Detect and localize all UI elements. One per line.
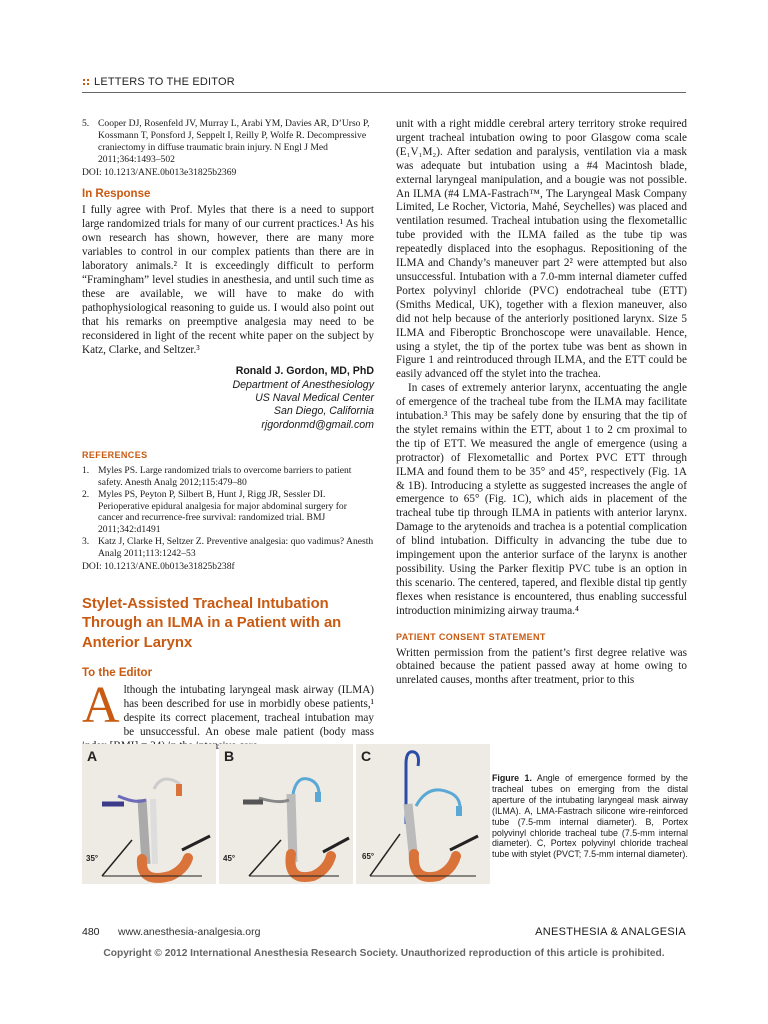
reference-list — [82, 465, 374, 560]
author-city: San Diego, California — [273, 405, 374, 418]
author-department: Department of Anesthesiology — [232, 378, 374, 391]
reference-text: Cooper DJ, Rosenfeld JV, Murray L, Arabi YM, Davies AR, D’Urso P, Kossmann T, Ponsford J, Seppelt I, Reilly P, Wolfe R. Decompressive craniectomy in diffuse traumatic brain injury. N Engl J Med 2011;364:1493–502 — [98, 118, 370, 165]
reference-text: Katz J, Clarke H, Seltzer Z. Preventive analgesia: quo vadimus? Anesth Analg 2011;113:1242–53 — [98, 536, 374, 560]
consent-heading: PATIENT CONSENT STATEMENT — [396, 631, 546, 642]
figure-caption-text: Angle of emergence formed by the tracheal tubes on emerging from the distal aperture of the intubating laryngeal mask airway (ILMA). A, LMA-Fastrach silicone wire-reinforced tube (7.5-mm internal diameter). B, Portex polyvinyl chloride tracheal tube (7.5-mm internal diameter). C, Portex polyvinyl chloride tracheal tube with stylet (PVCT; 7.5-mm internal diameter). — [492, 773, 688, 860]
reference-text: Myles PS, Peyton P, Silbert B, Hunt J, Rigg JR, Sessler DI. Perioperative epidural analgesia for major abdominal surgery for cancer and recurrence-free survival: randomized trial. BMJ 2011;342:d1491 — [98, 488, 347, 536]
ilma-tube-illustration — [219, 744, 353, 884]
header-rule — [82, 92, 686, 93]
references-heading: REFERENCES — [82, 449, 148, 460]
figure-panel-c — [356, 744, 490, 884]
panel-label: C — [361, 748, 372, 764]
author-name: Ronald J. Gordon, MD, PhD — [235, 365, 374, 378]
article-title: Stylet-Assisted Tracheal Intubation Through an ILMA in a Patient with an Anterior Larynx — [82, 595, 342, 651]
panel-label: A — [87, 748, 98, 764]
reference-number: 1. — [82, 464, 90, 476]
author-institution: US Naval Medical Center — [255, 392, 374, 404]
response-heading: In Response — [82, 187, 151, 200]
right-column — [396, 118, 687, 688]
figure-panel-b — [219, 744, 353, 884]
doi-line: DOI: 10.1213/ANE.0b013e31825b2369 — [82, 166, 237, 178]
page-number: 480 — [82, 926, 100, 938]
drop-cap: A — [82, 677, 120, 735]
discussion-paragraph: In cases of extremely anterior larynx, accentuating the angle of emergence of the tracheal tube from the ILMA may facilitate intubation.³ This may be safely done by ensuring that the tip of the stylet remains within the ETT, about 1 to 2 cm proximal to the tip of ETT. We measured the angle of emergence (using a protractor) of Flexometallic and Portex PVC ETT through ILMA and found them to be 35° and 45°, respectively (Fig. 1A & 1B). Introducing a stylette as suggested increases the angle of emergence to 65° (Fig. 1C), which aids in placement of the tracheal tube tip through ILMA in patients with anterior larynx. Damage to the arytenoids and trachea is a potential complication of blind intubation. Difficulty in advancing the tube due to impingement upon the anterior surface of the larynx is another possibility. Using the Parker flexitip PVC tube is an option in this scenario. The centered, tapered, and flexible distal tip gently flexes when resistance is encountered, thus enabling successful introduction minimizing airway trauma.⁴ — [396, 382, 687, 617]
section-label: LETTERS TO THE EDITOR — [94, 76, 235, 88]
author-email[interactable]: rjgordonmd@gmail.com — [261, 418, 374, 431]
reference-number: 2. — [82, 488, 90, 500]
figure-1 — [82, 744, 490, 884]
angle-label: 65° — [362, 852, 375, 861]
angle-label: 45° — [223, 854, 236, 863]
case-paragraph: unit with a right middle cerebral artery territory stroke required urgent tracheal intubation owing to poor Glasgow coma scale (E₁V₁M₂). After sedation and paralysis, ventilation via a mask was adequate but intubation using a #4 Macintosh blade, external laryngeal manipulation, and a bougie was not possible. An ILMA (#4 LMA-Fastrach™, The Laryngeal Mask Company Limited, Le Rocher, Victoria, Mahé, Seychelles) was placed and ventilation resumed. Tracheal intubation using the flexometallic tube provided with the ILMA failed as the tube tip was repeatedly displaced into the esophagus. Repositioning of the ILMA and Chandy’s maneuver part 2² were attempted but also unsuccessful. Intubation with a 7.0-mm internal diameter cuffed Portex polyvinyl chloride (PVC) endotracheal tube (ETT) (Smiths Medical, UK), together with a flexion maneuver, also did not help because of the anteriorly positioned larynx. Size 5 ILMA and Fiberoptic Bronchoscope were unavailable. Hence, using a stylet, the tip of the portex tube was bent as shown in Figure 1 and reintroduced through ILMA, and the ETT could be easily advanced off the stylet into the trachea. — [396, 118, 687, 381]
reference-number: 5. — [82, 118, 90, 129]
angle-label: 35° — [86, 854, 99, 863]
reference-text: Myles PS. Large randomized trials to overcome barriers to patient safety. Anesth Analg 2012;115:479–80 — [98, 464, 352, 488]
journal-url[interactable]: www.anesthesia-analgesia.org — [118, 926, 261, 938]
reference-5 — [82, 118, 374, 166]
to-editor-heading: To the Editor — [82, 667, 153, 680]
left-column — [82, 118, 374, 754]
ilma-tube-illustration — [82, 744, 216, 884]
section-square-icon — [82, 78, 90, 86]
response-paragraph: I fully agree with Prof. Myles that there is a need to support large randomized trials for many of our current practices.¹ As his own research has shown, however, there are many more variables to control in our complex patients than there are in laboratory animals.² It is exceedingly difficult to perform “Framingham” level studies in anesthesia, and until such time as these are available, we will have to make do with pathophysiological reasoning to guide us. I would also point out that his remarks on preemptive analgesia may need to be reconsidered in light of the recent white paper on the subject by Katz, Clarke, and Seltzer.³ — [82, 204, 374, 356]
reference-number: 3. — [82, 536, 90, 548]
panel-label: B — [224, 748, 235, 764]
reference-item — [82, 465, 374, 489]
figure-caption — [492, 773, 688, 860]
journal-name: ANESTHESIA & ANALGESIA — [535, 926, 686, 938]
doi-line: DOI: 10.1213/ANE.0b013e31825b238f — [82, 561, 235, 573]
copyright-notice: Copyright © 2012 International Anesthesia Research Society. Unauthorized reproduction of this article is prohibited. — [103, 948, 665, 959]
figure-panel-a — [82, 744, 216, 884]
section-header — [82, 76, 235, 88]
ilma-tube-illustration — [356, 744, 490, 884]
author-signature — [82, 365, 374, 431]
consent-paragraph: Written permission from the patient’s first degree relative was obtained because the patient passed away at home owing to unrelated causes, months after treatment, prior to this — [396, 646, 687, 687]
intro-text: lthough the intubating laryngeal mask airway (ILMA) has been described for use in morbidly obese patients,¹ despite its correct placement, tracheal intubation may be unsuccessful. An obese male patient (body mass intensive — [123, 684, 374, 752]
reference-item — [82, 489, 374, 537]
reference-item — [82, 536, 374, 560]
figure-caption-label: Figure 1. — [492, 773, 532, 783]
